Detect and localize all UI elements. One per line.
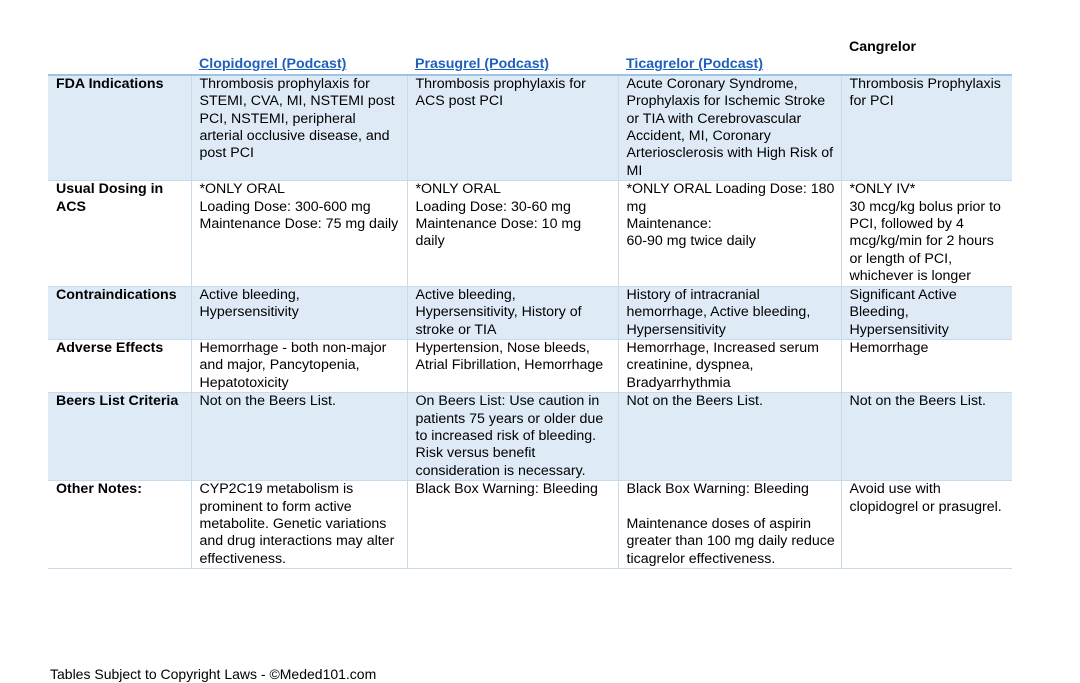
prasugrel-podcast-link[interactable]: Prasugrel (Podcast) <box>415 56 550 73</box>
cell-ticagrelor: Not on the Beers List. <box>618 393 841 481</box>
header-ticagrelor <box>618 38 841 75</box>
header-cangrelor: Cangrelor <box>841 38 1012 75</box>
cell-clopidogrel: Not on the Beers List. <box>191 393 407 481</box>
cell-cangrelor: Significant Active Bleeding, Hypersensitivity <box>841 286 1012 339</box>
cell-clopidogrel: Hemorrhage - both non-major and major, Pancytopenia, Hepatotoxicity <box>191 339 407 392</box>
cell-clopidogrel: Thrombosis prophylaxis for STEMI, CVA, MI, NSTEMI post PCI, NSTEMI, peripheral arterial occlusive disease, and post PCI <box>191 75 407 181</box>
header-prasugrel <box>407 38 618 75</box>
cell-cangrelor: Thrombosis Prophylaxis for PCI <box>841 75 1012 181</box>
row-label-contraindications: Contraindications <box>48 286 191 339</box>
cell-ticagrelor: Black Box Warning: Bleeding Maintenance doses of aspirin greater than 100 mg daily reduce ticagrelor effectiveness. <box>618 481 841 569</box>
cell-prasugrel: Active bleeding, Hypersensitivity, History of stroke or TIA <box>407 286 618 339</box>
row-label-usual-dosing: Usual Dosing in ACS <box>48 181 191 286</box>
cell-ticagrelor: *ONLY ORAL Loading Dose: 180 mg Maintenance: 60-90 mg twice daily <box>618 181 841 286</box>
cell-cangrelor: Avoid use with clopidogrel or prasugrel. <box>841 481 1012 569</box>
clopidogrel-podcast-link[interactable]: Clopidogrel (Podcast) <box>199 56 347 73</box>
cell-cangrelor: Not on the Beers List. <box>841 393 1012 481</box>
cell-clopidogrel: CYP2C19 metabolism is prominent to form active metabolite. Genetic variations and drug interactions may alter effectiveness. <box>191 481 407 569</box>
cell-ticagrelor: History of intracranial hemorrhage, Active bleeding, Hypersensitivity <box>618 286 841 339</box>
cell-prasugrel: Hypertension, Nose bleeds, Atrial Fibrillation, Hemorrhage <box>407 339 618 392</box>
table-row <box>48 393 1012 481</box>
cell-prasugrel: *ONLY ORAL Loading Dose: 30-60 mg Maintenance Dose: 10 mg daily <box>407 181 618 286</box>
table-row <box>48 181 1012 286</box>
table-row <box>48 75 1012 181</box>
ticagrelor-podcast-link[interactable]: Ticagrelor (Podcast) <box>626 56 763 73</box>
antiplatelet-comparison-table <box>48 38 1012 569</box>
cell-ticagrelor: Acute Coronary Syndrome, Prophylaxis for Ischemic Stroke or TIA with Cerebrovascular Accident, MI, Coronary Arteriosclerosis with High Risk of MI <box>618 75 841 181</box>
cell-clopidogrel: Active bleeding, Hypersensitivity <box>191 286 407 339</box>
header-corner-cell <box>48 38 191 75</box>
copyright-footer: Tables Subject to Copyright Laws - ©Meded101.com <box>50 666 377 682</box>
cell-cangrelor: *ONLY IV* 30 mcg/kg bolus prior to PCI, followed by 4 mcg/kg/min for 2 hours or length of PCI, whichever is longer <box>841 181 1012 286</box>
cell-ticagrelor: Hemorrhage, Increased serum creatinine, dyspnea, Bradyarrhythmia <box>618 339 841 392</box>
table-header-row <box>48 38 1012 75</box>
cell-prasugrel: Black Box Warning: Bleeding <box>407 481 618 569</box>
table-row <box>48 481 1012 569</box>
row-label-adverse-effects: Adverse Effects <box>48 339 191 392</box>
table-row <box>48 339 1012 392</box>
row-label-other-notes: Other Notes: <box>48 481 191 569</box>
cell-cangrelor: Hemorrhage <box>841 339 1012 392</box>
cell-prasugrel: On Beers List: Use caution in patients 75 years or older due to increased risk of bleeding. Risk versus benefit consideration is necessary. <box>407 393 618 481</box>
header-clopidogrel <box>191 38 407 75</box>
row-label-beers-list: Beers List Criteria <box>48 393 191 481</box>
cell-clopidogrel: *ONLY ORAL Loading Dose: 300-600 mg Maintenance Dose: 75 mg daily <box>191 181 407 286</box>
table-row <box>48 286 1012 339</box>
row-label-fda-indications: FDA Indications <box>48 75 191 181</box>
cell-prasugrel: Thrombosis prophylaxis for ACS post PCI <box>407 75 618 181</box>
